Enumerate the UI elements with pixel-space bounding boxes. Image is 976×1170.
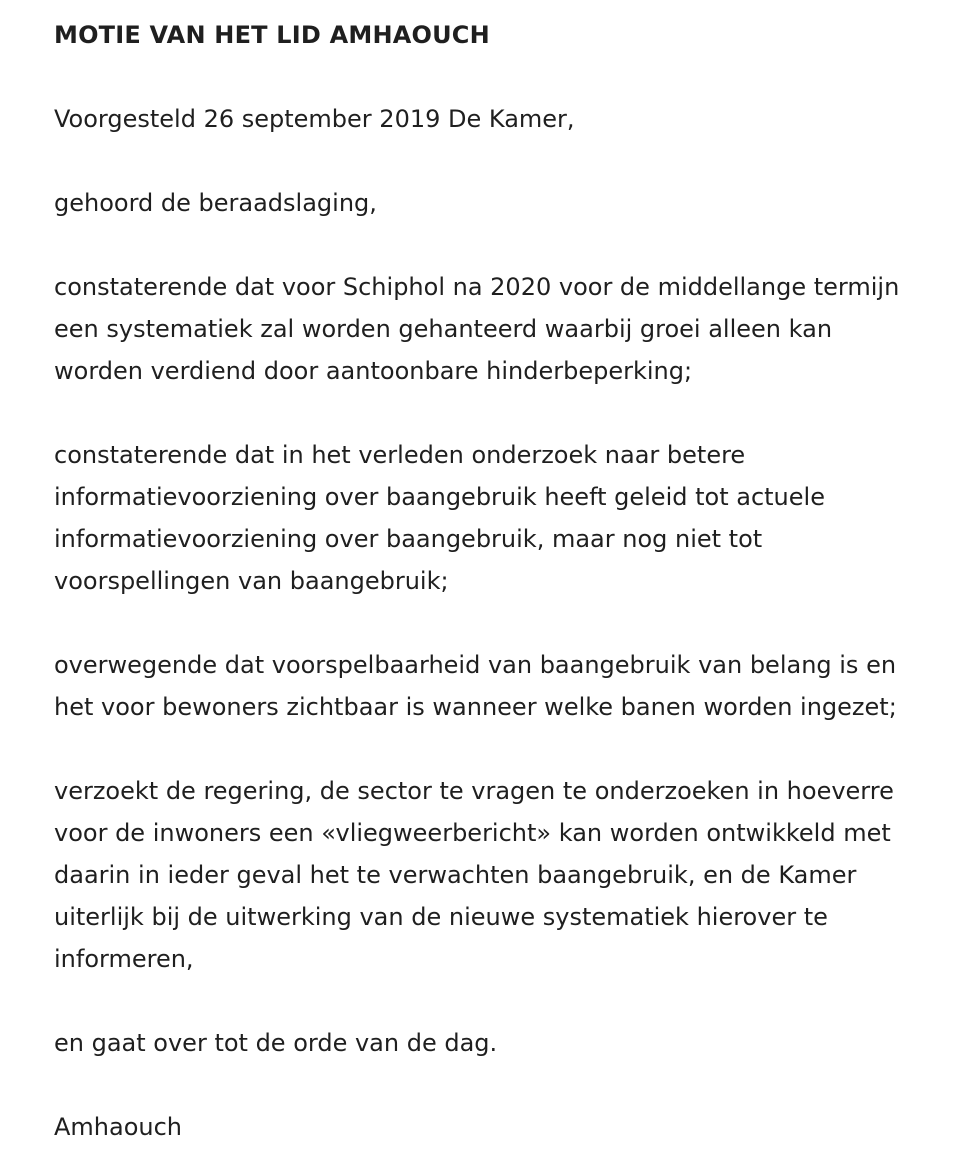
paragraph-request — [54, 770, 964, 980]
document-title: MOTIE VAN HET LID AMHAOUCH — [54, 21, 490, 49]
paragraph-line: gehoord de beraadslaging, — [54, 189, 377, 217]
paragraph-line: overwegende dat voorspelbaarheid van baangebruik van belang is en — [54, 651, 897, 679]
paragraph-line: daarin in ieder geval het te verwachten baangebruik, en de Kamer — [54, 861, 857, 889]
paragraph-line: constaterende dat voor Schiphol na 2020 voor de middellange termijn — [54, 273, 900, 301]
paragraph-considering-1 — [54, 266, 964, 392]
paragraph-line: informeren, — [54, 945, 194, 973]
paragraph-proposed — [54, 98, 964, 140]
paragraph-line: voor de inwoners een «vliegweerbericht» kan worden ontwikkeld met — [54, 819, 891, 847]
paragraph-whereas — [54, 644, 964, 728]
paragraph-line: informatievoorziening over baangebruik heeft geleid tot actuele — [54, 483, 825, 511]
paragraph-line: een systematiek zal worden gehanteerd waarbij groei alleen kan — [54, 315, 833, 343]
paragraph-line: uiterlijk bij de uitwerking van de nieuwe systematiek hierover te — [54, 903, 828, 931]
paragraph-line: verzoekt de regering, de sector te vragen te onderzoeken in hoeverre — [54, 777, 894, 805]
paragraph-line: worden verdiend door aantoonbare hinderbeperking; — [54, 357, 693, 385]
signature: Amhaouch — [54, 1113, 183, 1141]
document — [54, 14, 964, 1148]
paragraph-considering-2 — [54, 434, 964, 602]
paragraph-line: voorspellingen van baangebruik; — [54, 567, 449, 595]
paragraph-heard — [54, 182, 964, 224]
paragraph-line: het voor bewoners zichtbaar is wanneer welke banen worden ingezet; — [54, 693, 897, 721]
paragraph-line: constaterende dat in het verleden onderzoek naar betere — [54, 441, 746, 469]
paragraph-line: informatievoorziening over baangebruik, maar nog niet tot — [54, 525, 763, 553]
paragraph-line: en gaat over tot de orde van de dag. — [54, 1029, 498, 1057]
paragraph-line: Voorgesteld 26 september 2019 De Kamer, — [54, 105, 575, 133]
paragraph-closing — [54, 1022, 964, 1064]
